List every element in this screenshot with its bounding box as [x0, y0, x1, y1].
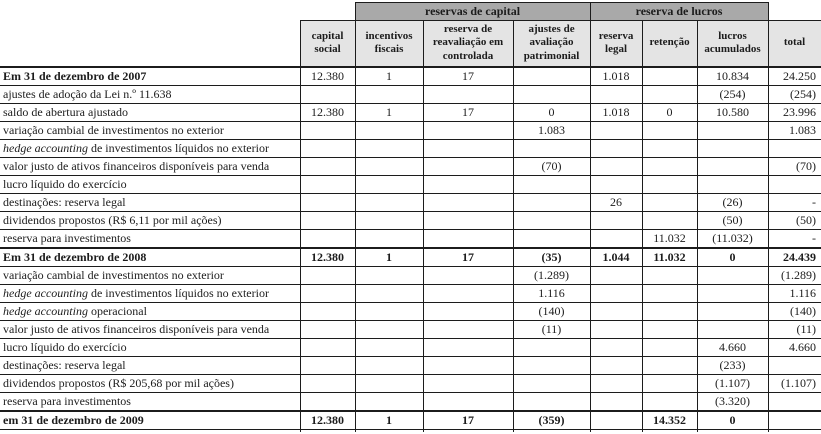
value-cell	[423, 266, 513, 284]
table-row	[0, 67, 821, 86]
value-cell: 14.352	[642, 411, 697, 430]
table-row	[0, 338, 821, 356]
value-cell	[300, 139, 355, 157]
value-cell: 1.116	[768, 284, 821, 302]
value-cell	[355, 157, 423, 175]
value-cell: 10.834	[697, 67, 768, 86]
value-cell: 1.018	[590, 103, 642, 121]
value-cell: 1	[355, 411, 423, 430]
value-cell: -	[768, 193, 821, 211]
value-cell	[300, 392, 355, 411]
value-cell: 1	[355, 103, 423, 121]
value-cell: (3.320)	[697, 392, 768, 411]
value-cell: 0	[513, 103, 590, 121]
value-cell: 11.032	[642, 229, 697, 248]
column-group-reservas-de-capital: reservas de capital	[355, 3, 590, 21]
value-cell: -	[768, 229, 821, 248]
value-cell	[355, 175, 423, 193]
value-cell	[513, 392, 590, 411]
value-cell	[590, 121, 642, 139]
value-cell: 1.018	[590, 67, 642, 86]
value-cell	[642, 338, 697, 356]
value-cell	[300, 175, 355, 193]
table-row	[0, 411, 821, 430]
column-header-lucros-acumulados: lucros acumulados	[697, 21, 768, 67]
value-cell	[642, 175, 697, 193]
value-cell	[590, 411, 642, 430]
value-cell: (254)	[697, 85, 768, 103]
value-cell	[300, 356, 355, 374]
value-cell: 10.580	[697, 103, 768, 121]
row-label-cell: Em 31 de dezembro de 2007	[0, 67, 300, 86]
value-cell	[355, 211, 423, 229]
value-cell	[423, 85, 513, 103]
value-cell	[768, 411, 821, 430]
value-cell	[300, 85, 355, 103]
value-cell: (50)	[697, 211, 768, 229]
value-cell	[423, 193, 513, 211]
value-cell	[513, 139, 590, 157]
value-cell	[642, 320, 697, 338]
column-header-incentivos-fiscais: incentivos fiscais	[355, 21, 423, 67]
value-cell	[513, 429, 590, 432]
value-cell	[642, 85, 697, 103]
group-spacer-right	[768, 3, 821, 21]
row-label-header	[0, 21, 300, 67]
table-row	[0, 374, 821, 392]
row-label-cell: em 31 de dezembro de 2009	[0, 411, 300, 430]
value-cell	[697, 320, 768, 338]
value-cell	[697, 121, 768, 139]
value-cell	[423, 157, 513, 175]
value-cell	[423, 139, 513, 157]
value-cell	[355, 338, 423, 356]
value-cell: (1.107)	[697, 374, 768, 392]
value-cell: 17	[423, 248, 513, 267]
value-cell	[513, 374, 590, 392]
value-cell: (359)	[513, 411, 590, 430]
value-cell	[513, 193, 590, 211]
value-cell: 1	[355, 248, 423, 267]
value-cell: (1.289)	[768, 266, 821, 284]
value-cell	[590, 374, 642, 392]
value-cell	[642, 374, 697, 392]
equity-statement-table	[0, 2, 821, 432]
value-cell: (140)	[513, 302, 590, 320]
value-cell	[642, 157, 697, 175]
value-cell	[423, 229, 513, 248]
value-cell	[768, 356, 821, 374]
value-cell	[513, 338, 590, 356]
value-cell	[697, 139, 768, 157]
value-cell	[300, 429, 355, 432]
table-row	[0, 157, 821, 175]
value-cell	[590, 302, 642, 320]
cut-off-row	[0, 429, 821, 432]
value-cell	[642, 356, 697, 374]
value-cell: (1.289)	[513, 266, 590, 284]
value-cell: 17	[423, 411, 513, 430]
value-cell	[423, 175, 513, 193]
value-cell	[642, 211, 697, 229]
value-cell	[355, 229, 423, 248]
table-header	[0, 3, 821, 67]
value-cell	[423, 429, 513, 432]
value-cell: (50)	[768, 211, 821, 229]
value-cell	[513, 229, 590, 248]
value-cell: (1.107)	[768, 374, 821, 392]
value-cell	[768, 175, 821, 193]
value-cell	[513, 85, 590, 103]
value-cell: (11)	[768, 320, 821, 338]
table-row	[0, 175, 821, 193]
value-cell	[300, 211, 355, 229]
value-cell	[355, 374, 423, 392]
value-cell: 0	[697, 411, 768, 430]
value-cell	[513, 67, 590, 86]
value-cell: 12.380	[300, 67, 355, 86]
value-cell	[355, 320, 423, 338]
value-cell	[423, 211, 513, 229]
value-cell	[697, 266, 768, 284]
row-label-cell: reserva para investimentos	[0, 229, 300, 248]
row-label-cell: destinações: reserva legal	[0, 193, 300, 211]
value-cell	[513, 356, 590, 374]
value-cell	[423, 302, 513, 320]
column-header-retencao: retenção	[642, 21, 697, 67]
table-row	[0, 121, 821, 139]
value-cell	[423, 320, 513, 338]
value-cell: 23.996	[768, 103, 821, 121]
row-label-cell: dividendos propostos (R$ 6,11 por mil ações)	[0, 211, 300, 229]
value-cell	[355, 85, 423, 103]
table-row	[0, 356, 821, 374]
value-cell: 17	[423, 67, 513, 86]
column-header-ajustes-avaliacao: ajustes de avaliação patrimonial	[513, 21, 590, 67]
value-cell	[300, 121, 355, 139]
column-header-total: total	[768, 21, 821, 67]
value-cell: 17	[423, 103, 513, 121]
table-row	[0, 284, 821, 302]
value-cell	[590, 229, 642, 248]
value-cell	[590, 338, 642, 356]
value-cell	[513, 175, 590, 193]
value-cell	[590, 157, 642, 175]
value-cell	[300, 193, 355, 211]
table-row	[0, 266, 821, 284]
column-header-reserva-reavaliacao: reserva de reavaliação em controlada	[423, 21, 513, 67]
value-cell	[423, 121, 513, 139]
value-cell	[697, 302, 768, 320]
value-cell	[590, 175, 642, 193]
value-cell	[642, 67, 697, 86]
value-cell	[697, 175, 768, 193]
value-cell	[355, 284, 423, 302]
column-header-row	[0, 21, 821, 67]
table-row	[0, 193, 821, 211]
value-cell: (254)	[768, 85, 821, 103]
value-cell	[697, 429, 768, 432]
value-cell: (70)	[768, 157, 821, 175]
row-label-cell	[0, 429, 300, 432]
row-label-cell: hedge accounting operacional	[0, 302, 300, 320]
value-cell	[300, 320, 355, 338]
value-cell	[642, 284, 697, 302]
value-cell: 1.083	[513, 121, 590, 139]
value-cell	[590, 139, 642, 157]
table-row	[0, 85, 821, 103]
value-cell: 0	[697, 248, 768, 267]
value-cell	[642, 139, 697, 157]
value-cell	[300, 302, 355, 320]
table-row	[0, 248, 821, 267]
column-group-reserva-de-lucros: reserva de lucros	[590, 3, 768, 21]
value-cell	[590, 392, 642, 411]
value-cell	[590, 429, 642, 432]
value-cell: 26	[590, 193, 642, 211]
value-cell	[590, 266, 642, 284]
row-label-cell: saldo de abertura ajustado	[0, 103, 300, 121]
value-cell: (26)	[697, 193, 768, 211]
value-cell	[642, 193, 697, 211]
value-cell	[590, 356, 642, 374]
table-row	[0, 103, 821, 121]
value-cell	[423, 284, 513, 302]
value-cell: 12.380	[300, 103, 355, 121]
value-cell: (35)	[513, 248, 590, 267]
row-label-cell: variação cambial de investimentos no exterior	[0, 121, 300, 139]
value-cell: (233)	[697, 356, 768, 374]
value-cell	[355, 266, 423, 284]
row-label-cell: Em 31 de dezembro de 2008	[0, 248, 300, 267]
value-cell	[355, 139, 423, 157]
row-label-cell: dividendos propostos (R$ 205,68 por mil ações)	[0, 374, 300, 392]
value-cell: (140)	[768, 302, 821, 320]
row-label-cell: ajustes de adoção da Lei n.º 11.638	[0, 85, 300, 103]
row-label-cell: lucro líquido do exercício	[0, 338, 300, 356]
value-cell	[355, 193, 423, 211]
table-body	[0, 67, 821, 433]
value-cell: 1.044	[590, 248, 642, 267]
value-cell	[355, 302, 423, 320]
row-label-cell: valor justo de ativos financeiros disponíveis para venda	[0, 320, 300, 338]
value-cell	[642, 266, 697, 284]
table-row	[0, 392, 821, 411]
row-label-cell: valor justo de ativos financeiros disponíveis para venda	[0, 157, 300, 175]
value-cell: 12.380	[300, 248, 355, 267]
value-cell: (11.032)	[697, 229, 768, 248]
value-cell	[590, 320, 642, 338]
value-cell	[697, 284, 768, 302]
value-cell	[300, 374, 355, 392]
value-cell	[423, 356, 513, 374]
value-cell: 24.250	[768, 67, 821, 86]
row-label-cell: hedge accounting de investimentos líquidos no exterior	[0, 139, 300, 157]
table-row	[0, 320, 821, 338]
value-cell	[642, 392, 697, 411]
value-cell	[300, 284, 355, 302]
value-cell	[300, 229, 355, 248]
value-cell: 4.660	[697, 338, 768, 356]
value-cell	[300, 157, 355, 175]
value-cell	[768, 392, 821, 411]
value-cell	[768, 139, 821, 157]
value-cell: (11)	[513, 320, 590, 338]
value-cell	[300, 266, 355, 284]
value-cell	[355, 392, 423, 411]
group-spacer-left	[0, 3, 355, 21]
value-cell	[642, 121, 697, 139]
row-label-cell: hedge accounting de investimentos líquidos no exterior	[0, 284, 300, 302]
value-cell: 11.032	[642, 248, 697, 267]
table-row	[0, 211, 821, 229]
value-cell	[642, 302, 697, 320]
value-cell: 0	[642, 103, 697, 121]
value-cell: 24.439	[768, 248, 821, 267]
value-cell: 12.380	[300, 411, 355, 430]
value-cell	[300, 338, 355, 356]
row-label-cell: lucro líquido do exercício	[0, 175, 300, 193]
value-cell: 1.116	[513, 284, 590, 302]
column-header-reserva-legal: reserva legal	[590, 21, 642, 67]
value-cell	[642, 429, 697, 432]
value-cell	[590, 284, 642, 302]
row-label-cell: reserva para investimentos	[0, 392, 300, 411]
value-cell: 4.660	[768, 338, 821, 356]
column-group-row	[0, 3, 821, 21]
value-cell	[423, 374, 513, 392]
value-cell	[768, 429, 821, 432]
value-cell: (70)	[513, 157, 590, 175]
value-cell	[423, 338, 513, 356]
table-row	[0, 229, 821, 248]
value-cell: 1.083	[768, 121, 821, 139]
table-row	[0, 139, 821, 157]
value-cell	[590, 211, 642, 229]
value-cell: 1	[355, 67, 423, 86]
value-cell	[355, 356, 423, 374]
value-cell	[355, 121, 423, 139]
row-label-cell: destinações: reserva legal	[0, 356, 300, 374]
value-cell	[355, 429, 423, 432]
value-cell	[423, 392, 513, 411]
value-cell	[697, 157, 768, 175]
table-row	[0, 302, 821, 320]
column-header-capital-social: capital social	[300, 21, 355, 67]
value-cell	[590, 85, 642, 103]
value-cell	[513, 211, 590, 229]
row-label-cell: variação cambial de investimentos no exterior	[0, 266, 300, 284]
